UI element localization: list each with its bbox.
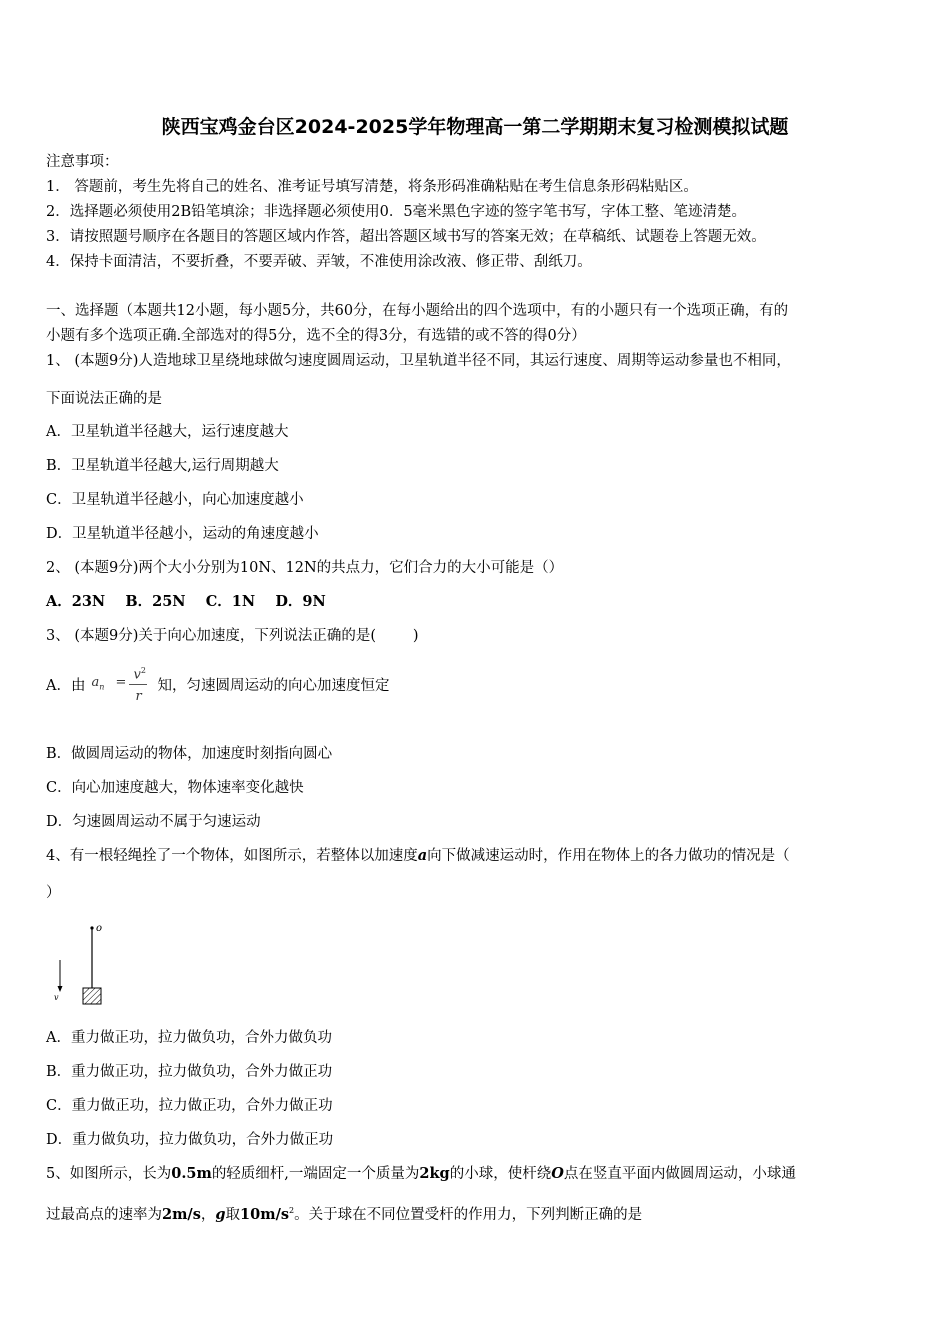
q4-stem-line-2: ） — [46, 885, 61, 901]
velocity-arrowhead — [58, 986, 63, 992]
notice-item-3: 3．请按照题号顺序在各题目的答题区域内作答，超出答题区域书写的答案无效；在草稿纸、试题卷上答题无效。 — [46, 229, 766, 245]
formula-fraction-bar — [129, 684, 147, 685]
q4-option-c: C．重力做正功，拉力做正功，合外力做正功 — [46, 1098, 333, 1114]
notice-item-4: 4．保持卡面清洁，不要折叠，不要弄破、弄皱，不准使用涂改液、修正带、刮纸刀。 — [46, 254, 592, 270]
q4-option-a: A．重力做正功，拉力做负功，合外力做负功 — [46, 1030, 332, 1046]
formula-equals: = — [115, 675, 127, 690]
q4-stem-line-1 — [46, 846, 790, 866]
notice-item-1: 1． 答题前，考生先将自己的姓名、准考证号填写清楚，将条形码准确粘贴在考生信息条形码粘贴区。 — [46, 179, 698, 195]
velocity-label-v: v — [54, 993, 59, 1002]
q4-stem-pre: 4、有一根轻绳拴了一个物体，如图所示，若整体以加速度 — [46, 848, 418, 864]
q5-stem-line-2: 过最高点的速率为2m/s，g取$10m/s^2$。关于球在不同位置受杆的作用力，下列判断正确的是 — [46, 1205, 643, 1223]
q1-option-a: A．卫星轨道半径越大，运行速度越大 — [46, 424, 289, 440]
q1-stem-line-1: 1、 (本题9分)人造地球卫星绕地球做匀速度圆周运动，卫星轨道半径不同，其运行速度、周期等运动参量也不相同， — [46, 353, 791, 369]
q1-stem-line-2: 下面说法正确的是 — [46, 391, 162, 407]
q3-formula — [91, 662, 153, 710]
q2-options: A．23N B．25N C．1N D．9N — [46, 593, 326, 610]
section-instructions-line-1: 一、选择题（本题共12小题，每小题5分，共60分，在每小题给出的四个选项中，有的小题只有一个选项正确，有的 — [46, 303, 789, 319]
q3-option-a-suffix: 知，匀速圆周运动的向心加速度恒定 — [157, 678, 390, 694]
q4-option-d: D．重力做负功，拉力做负功，合外力做正功 — [46, 1132, 334, 1148]
q1-option-c: C．卫星轨道半径越小，向心加速度越小 — [46, 492, 304, 508]
q3-option-d: D．匀速圆周运动不属于匀速运动 — [46, 814, 261, 830]
q3-option-a-prefix: A．由 — [46, 678, 86, 694]
rope-mass-figure — [46, 918, 116, 1010]
q4-accel-var: a — [417, 847, 428, 864]
q2-stem: 2、 (本题9分)两个大小分别为10N、12N的共点力，它们合力的大小可能是（） — [46, 560, 564, 576]
formula-denominator: r — [135, 689, 142, 704]
notice-heading: 注意事项： — [46, 154, 119, 170]
q4-stem-post: 向下做减速运动时，作用在物体上的各力做功的情况是（ — [427, 848, 790, 864]
formula-a: $a_n$ — [91, 675, 105, 692]
q3-stem: 3、 (本题9分)关于向心加速度，下列说法正确的是( ) — [46, 628, 419, 644]
q1-option-b: B．卫星轨道半径越大,运行周期越大 — [46, 458, 279, 474]
q4-option-b: B．重力做正功，拉力做负功，合外力做正功 — [46, 1064, 333, 1080]
q3-option-c: C．向心加速度越大，物体速率变化越快 — [46, 780, 304, 796]
q3-option-b: B．做圆周运动的物体，加速度时刻指向圆心 — [46, 746, 333, 762]
notice-item-2: 2．选择题必须使用2B铅笔填涂；非选择题必须使用0．5毫米黑色字迹的签字笔书写，字体工整、笔迹清楚。 — [46, 204, 747, 220]
section-instructions-line-2: 小题有多个选项正确.全部选对的得5分，选不全的得3分，有选错的或不答的得0分） — [46, 328, 586, 344]
q3-option-a — [46, 662, 389, 710]
pivot-label-o: o — [96, 923, 103, 934]
exam-title: 陕西宝鸡金台区2024-2025学年物理高一第二学期期末复习检测模拟试题 — [161, 116, 789, 138]
q1-option-d: D．卫星轨道半径越小，运动的角速度越小 — [46, 526, 319, 542]
q5-stem-line-1: 5、如图所示，长为0.5m的轻质细杆,一端固定一个质量为2kg的小球，使杆绕O点在竖直平面内做圆周运动，小球通 — [46, 1165, 796, 1182]
hatched-block — [83, 988, 101, 1004]
formula-numerator: $v^2$ — [133, 666, 146, 683]
